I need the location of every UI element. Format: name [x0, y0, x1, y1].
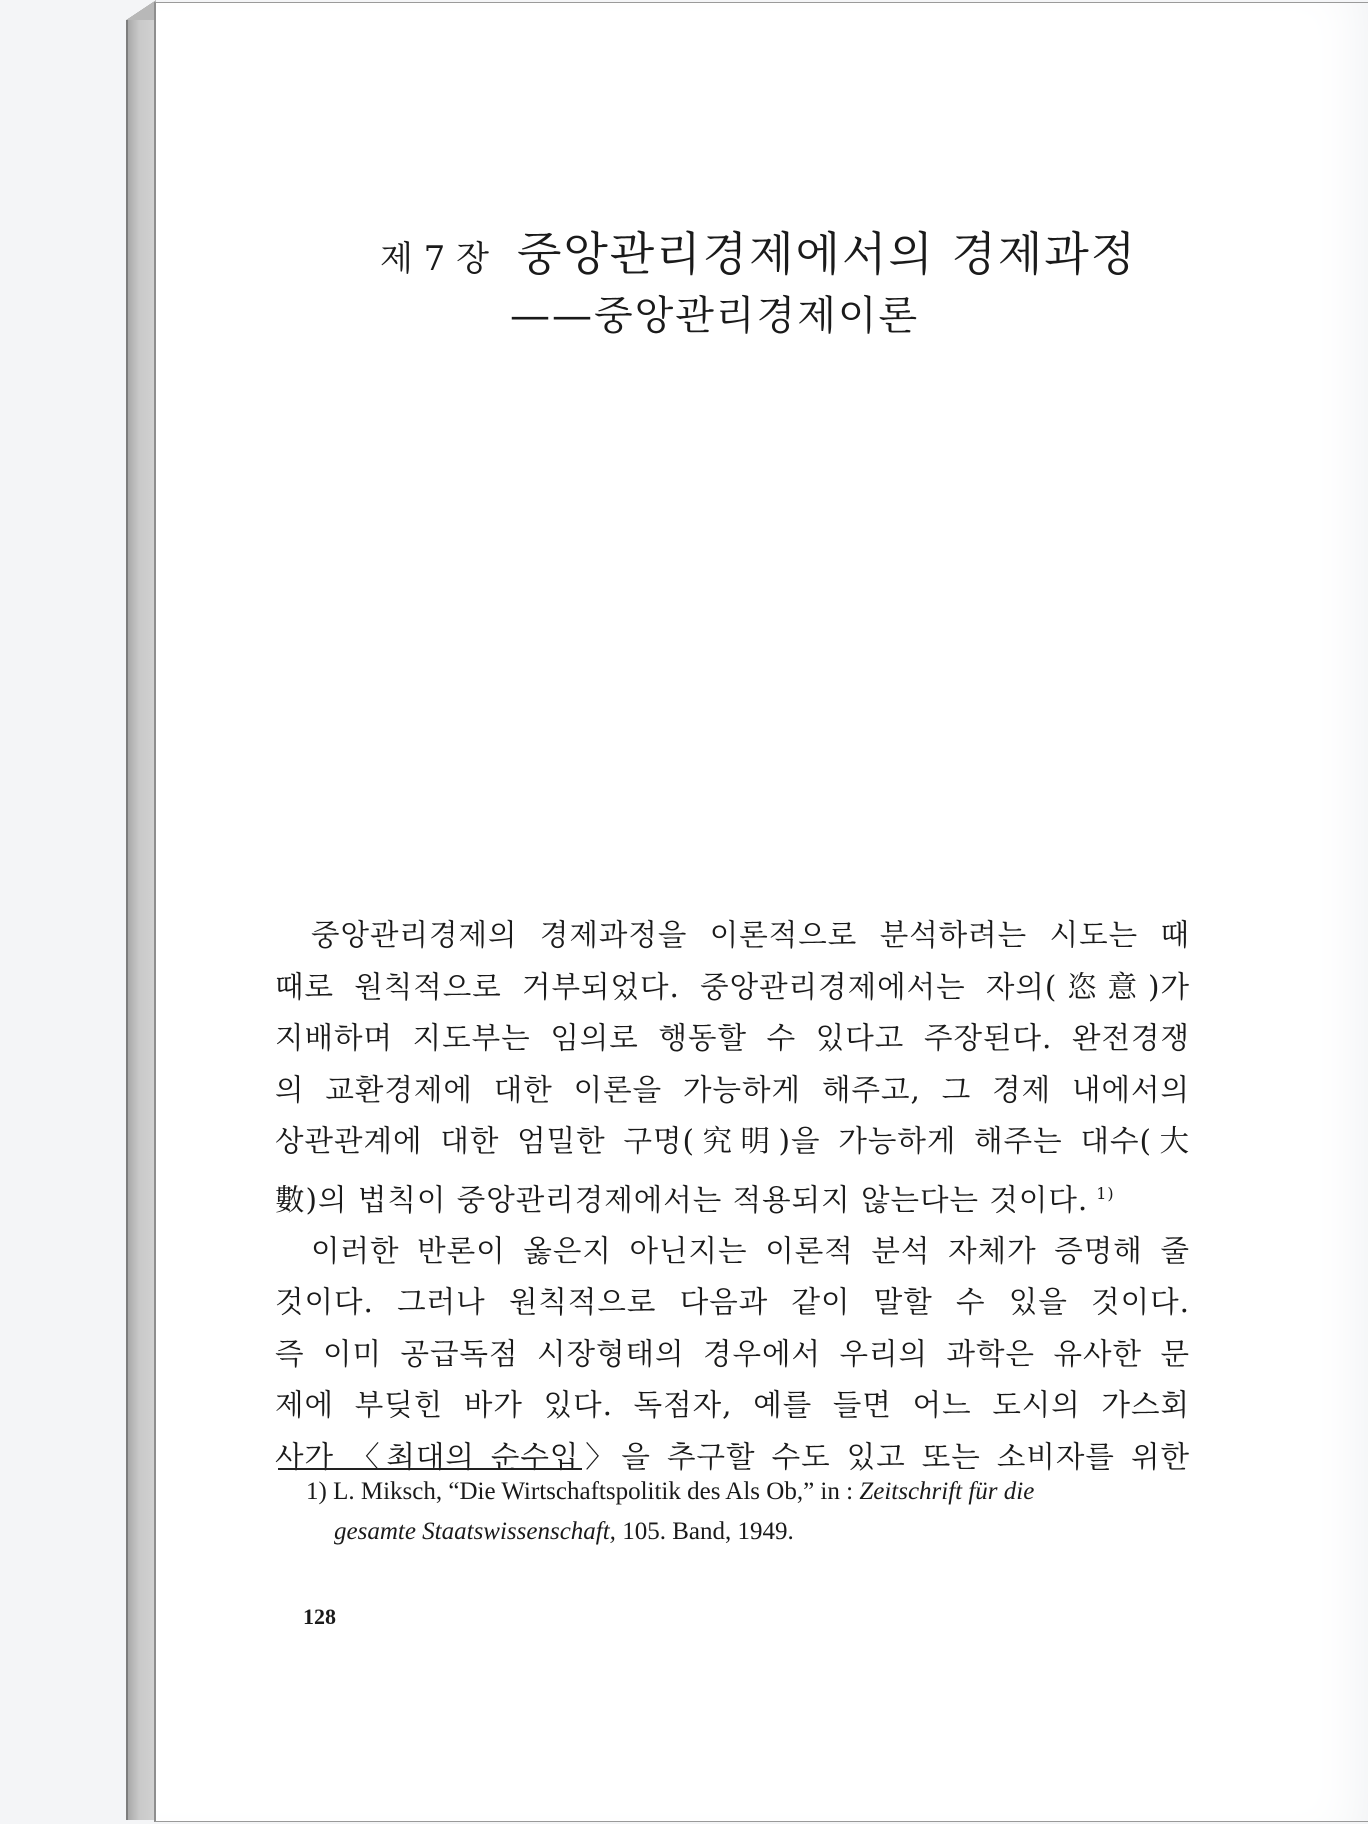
footnote-citation: L. Miksch, “Die Wirtschaftspolitik des Als Ob,” in :: [333, 1478, 854, 1505]
text-line: 중앙관리경제의 경제과정을 이론적으로 분석하려는 시도는 때: [311, 918, 1190, 952]
footnote-number: 1): [306, 1478, 327, 1505]
footnote-reference: 1): [1096, 1183, 1115, 1203]
chapter-label: 제 7 장: [380, 239, 489, 279]
footnote-journal: gesamte Staatswissenschaft,: [334, 1518, 616, 1545]
text-line-with-footnote: [275, 1168, 1190, 1226]
text-line: 즉 이미 공급독점 시장형태의 경우에서 우리의 과학은 유사한 문: [275, 1336, 1190, 1371]
footnote-journal: Zeitschrift für die: [859, 1478, 1035, 1505]
text-line: 것이다. 그러나 원칙적으로 다음과 같이 말할 수 있을 것이다.: [275, 1285, 1190, 1320]
text-line: 사가 〈최대의 순수입〉을 추구할 수도 있고 또는 소비자를 위한: [275, 1439, 1190, 1474]
text-line: 제에 부딪힌 바가 있다. 독점자, 예를 들면 어느 도시의 가스회: [275, 1388, 1190, 1423]
text-line: 때로 원칙적으로 거부되었다. 중앙관리경제에서는 자의(恣意)가: [275, 969, 1190, 1004]
footnote-line: [306, 1512, 1196, 1552]
text-line: 상관관계에 대한 엄밀한 구명(究明)을 가능하게 해주는 대수(大: [275, 1124, 1190, 1158]
footnote: [306, 1472, 1196, 1552]
text-line: 지배하며 지도부는 임의로 행동할 수 있다고 주장된다. 완전경쟁: [275, 1021, 1190, 1055]
chapter-title: 중앙관리경제에서의 경제과정: [516, 227, 1138, 281]
text-line: 數)의 법칙이 중앙관리경제에서는 적용되지 않는다는 것이다.: [275, 1182, 1089, 1217]
footnote-line: [306, 1472, 1196, 1512]
chapter-heading: [380, 218, 1200, 284]
chapter-subtitle: ——중앙관리경제이론: [510, 293, 920, 339]
text-line: 의 교환경제에 대한 이론을 가능하게 해주고, 그 경제 내에서의: [275, 1072, 1190, 1107]
book-spine: [126, 4, 156, 1820]
body-text: [275, 910, 1190, 1483]
page-number: 128: [303, 1604, 336, 1629]
text-line: 이러한 반론이 옳은지 아닌지는 이론적 분석 자체가 증명해 줄: [311, 1233, 1190, 1268]
footnote-volume: 105. Band, 1949.: [622, 1518, 794, 1545]
book-spine-top: [126, 0, 156, 20]
footnote-divider: [278, 1468, 582, 1470]
